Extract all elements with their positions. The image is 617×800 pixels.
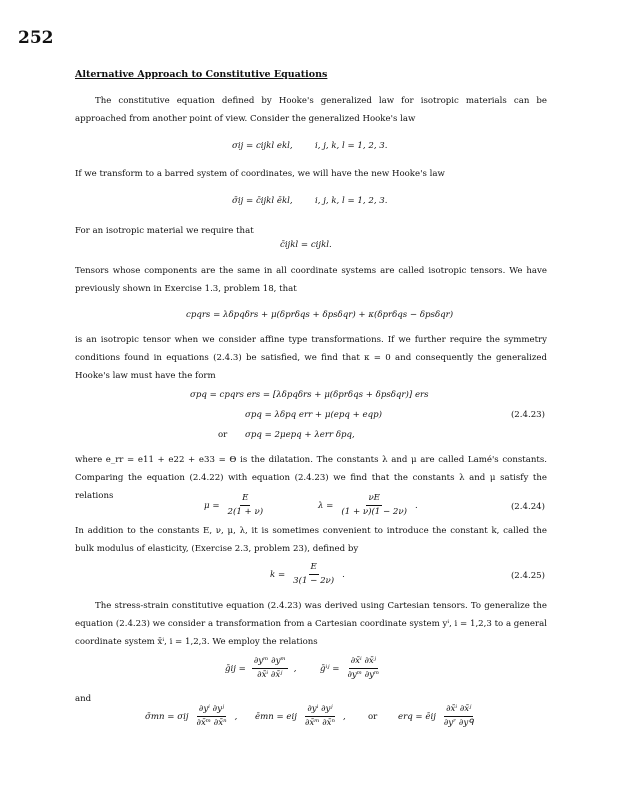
- paragraph-symmetry: is an isotropic tensor when we consider affine type transformations. If we further require the symmetry conditions found in equations (2.4.3) be satisfied, we find that κ = 0 and consequently the generalized Hooke's law must have the form: [75, 335, 547, 381]
- lambda-lhs: λ =: [318, 500, 334, 511]
- equation-barred-indices: i, j, k, l = 1, 2, 3.: [315, 196, 388, 206]
- equation-number-2423: (2.4.23): [510, 410, 545, 420]
- paragraph-bulk-modulus: In addition to the constants E, ν, μ, λ, it is sometimes convenient to introduce the constant k, called the bulk modulus of elasticity, (Exercise 2.3, problem 23), defined by: [75, 526, 547, 554]
- equation-hooke-barred: σ̄ij = c̄ijkl ēkl,: [232, 196, 293, 206]
- equation-or2-label: or: [368, 712, 378, 722]
- gup-lhs: ḡⁱʲ =: [320, 663, 340, 674]
- lambda-denominator: (1 + ν)(1 − 2ν): [341, 507, 407, 517]
- paragraph-intro: The constitutive equation defined by Hooke's generalized law for isotropic materials can be approached from another point of view. Consider the generalized Hooke's law: [75, 96, 547, 124]
- equation-number-2424: (2.4.24): [510, 502, 545, 512]
- lambda-fraction: [339, 493, 409, 518]
- paragraph-isotropic-tensors: Tensors whose components are the same in all coordinate systems are called isotropic tensors. We have previously shown in Exercise 1.3, problem 18, that: [75, 266, 547, 294]
- mu-denominator: 2(1 + ν): [227, 507, 264, 517]
- equation-hooke-line2: σpq = λδpq err + μ(epq + eqp): [245, 410, 382, 420]
- paragraph-and: and: [75, 694, 92, 704]
- equation-metric-lower: ḡij = $\frac{\text{∂yᵐ ∂yᵐ}}{\text{∂x̄ⁱ ∂x̄ʲ}}$ ,: [225, 656, 297, 680]
- equation-stress-transform: σ̄mn = σij $\frac{\text{∂yⁱ ∂yʲ}}{\text{∂x̄ᵐ ∂x̄ⁿ}}$ ,: [145, 704, 238, 728]
- paragraph-lame: where e_rr = e11 + e22 + e33 = Θ is the dilatation. The constants λ and μ are called Lamé's constants. Comparing the equation (2.4.22) with equation (2.4.23) we find that the constants λ and μ satisfy the relations: [75, 455, 547, 501]
- k-fraction: [291, 562, 336, 587]
- equation-k: k = $\frac{E}{3(1 - 2\nu)}$ .: [270, 562, 345, 586]
- equation-hooke-line1: σpq = cpqrs ers = [λδpqδrs + μ(δprδqs + δpsδqr)] ers: [190, 390, 429, 400]
- equation-or-label: or: [218, 430, 228, 440]
- paragraph-generalize: The stress-strain constitutive equation (2.4.23) was derived using Cartesian tensors. To generalize the equation (2.4.23) we consider a transformation from a Cartesian coordinate system yⁱ, i = 1,2,3 to a general coordinate system x̄ⁱ, i = 1,2,3. We employ the relations: [75, 601, 547, 647]
- equation-cpqrs: cpqrs = λδpqδrs + μ(δprδqs + δpsδqr) + κ(δprδqs − δpsδqr): [186, 310, 454, 320]
- gup-numerator: ∂x̄ⁱ ∂x̄ʲ: [349, 656, 378, 669]
- stress-fraction: [195, 704, 229, 729]
- paragraph-barred: If we transform to a barred system of coordinates, we will have the new Hooke's law: [75, 169, 445, 179]
- equation-strain-transform: ēmn = eij $\frac{\text{∂yⁱ ∂yʲ}}{\text{∂x̄ᵐ ∂x̄ⁿ}}$ ,: [255, 704, 346, 728]
- equation-isotropic: c̄ijkl = cijkl.: [280, 240, 332, 250]
- mu-lhs: μ =: [204, 500, 220, 511]
- strain-numerator: ∂yⁱ ∂yʲ: [305, 704, 334, 717]
- paragraph-isotropic-req: For an isotropic material we require that: [75, 226, 254, 236]
- strain-fraction: [303, 704, 337, 729]
- erq-numerator: ∂x̄ⁱ ∂x̄ʲ: [444, 704, 473, 717]
- k-lhs: k =: [270, 569, 286, 580]
- lambda-numerator: νE: [366, 493, 382, 506]
- k-numerator: E: [309, 562, 319, 575]
- gij-denominator: ∂x̄ⁱ ∂x̄ʲ: [257, 670, 283, 680]
- erq-fraction: [442, 704, 476, 729]
- stress-lhs: σ̄mn = σij: [145, 711, 189, 722]
- strain-denominator: ∂x̄ᵐ ∂x̄ⁿ: [304, 718, 336, 728]
- gup-denominator: ∂yᵐ ∂yᵐ: [347, 670, 380, 680]
- strain-lhs: ēmn = eij: [255, 711, 297, 722]
- k-denominator: 3(1 − 2ν): [293, 576, 335, 586]
- gij-fraction: [252, 656, 288, 681]
- equation-hooke-indices: i, j, k, l = 1, 2, 3.: [315, 141, 388, 151]
- section-heading: Alternative Approach to Constitutive Equations: [75, 69, 328, 80]
- equation-strain-inverse: [398, 704, 478, 729]
- equation-lambda: λ = $\frac{\nu E}{(1 + \nu)(1 - 2\nu)}$ .: [318, 493, 418, 517]
- equation-hooke: σij = cijkl ekl,: [232, 141, 293, 151]
- page-number: 252: [18, 28, 54, 48]
- mu-numerator: E: [240, 493, 250, 506]
- erq-lhs: erq = ēij: [398, 711, 436, 722]
- equation-metric-upper: [320, 656, 383, 681]
- mu-fraction: [226, 493, 266, 518]
- gup-fraction: [345, 656, 381, 681]
- stress-numerator: ∂yⁱ ∂yʲ: [197, 704, 226, 717]
- equation-hooke-line3: σpq = 2μepq + λerr δpq,: [245, 430, 355, 440]
- erq-denominator: ∂yʳ ∂yᑫ: [443, 718, 474, 728]
- gij-numerator: ∂yᵐ ∂yᵐ: [252, 656, 288, 669]
- equation-number-2425: (2.4.25): [510, 571, 545, 581]
- gij-lhs: ḡij =: [225, 663, 246, 674]
- equation-mu: [204, 493, 267, 518]
- stress-denominator: ∂x̄ᵐ ∂x̄ⁿ: [196, 718, 227, 728]
